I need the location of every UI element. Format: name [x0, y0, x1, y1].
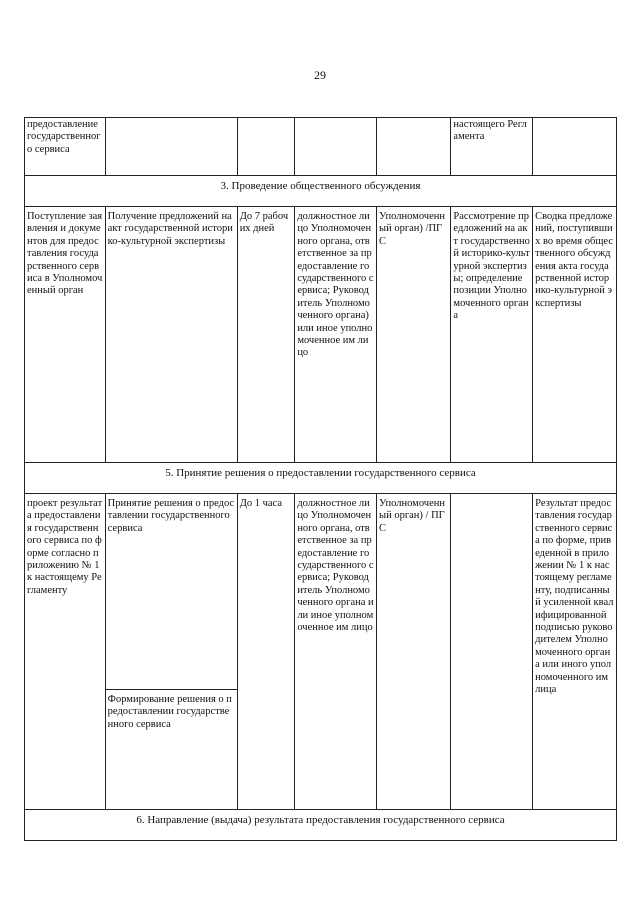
table-cell: Поступление заявления и документов для предоставления государственного сервиса в Уполномоченный орган [25, 207, 106, 463]
table-cell: предоставление государственного сервиса [25, 118, 106, 176]
table-cell: Формирование решения о предоставлении государственного сервиса [105, 690, 237, 810]
table-cell [533, 118, 617, 176]
table-cell [295, 118, 377, 176]
process-table [24, 117, 617, 841]
table-cell: должностное лицо Уполномоченного органа, ответственное за предоставление государственного сервиса; Руководитель Уполномоченного органа) или иное уполномоченное им лицо [295, 207, 377, 463]
table-row [25, 118, 617, 176]
table-cell: До 1 часа [237, 494, 295, 810]
section-header-row [25, 176, 617, 207]
table-cell [451, 494, 533, 810]
table-cell: Принятие решения о предоставлении государственного сервиса [105, 494, 237, 690]
table-row [25, 207, 617, 463]
table-cell: настоящего Регламента [451, 118, 533, 176]
section-header-row [25, 810, 617, 841]
section-5-title: 5. Принятие решения о предоставлении государственного сервиса [25, 463, 617, 494]
table-cell: Сводка предложений, поступивших во время общественного обсуждения акта государственной историко-культурной экспертизы [533, 207, 617, 463]
table-row [25, 494, 617, 690]
section-6-title: 6. Направление (выдача) результата предоставления государственного сервиса [25, 810, 617, 841]
table-cell: Рассмотрение предложений на акт государственной историко-культурной экспертизы; определение позиции Уполномоченного органа [451, 207, 533, 463]
table-cell: проект результата предоставления государственного сервиса по форме согласно приложению № 1 к настоящему Регламенту [25, 494, 106, 810]
page-number: 29 [314, 68, 326, 82]
table-cell: должностное лицо Уполномоченного органа, ответственное за предоставление государственного сервиса; Руководитель Уполномоченного органа или иное уполномоченное им лицо [295, 494, 377, 810]
table-cell: Результат предоставления государственного сервиса по форме, приведенной в приложении № 1 к настоящему регламенту, подписанный усиленной квалифицированной подписью руководителем Уполномоченного органа или иного уполномоченного им лица [533, 494, 617, 810]
table-cell [377, 118, 451, 176]
section-3-title: 3. Проведение общественного обсуждения [25, 176, 617, 207]
table-cell: Уполномоченный орган) / ПГС [377, 494, 451, 810]
table-cell: Уполномоченный орган) /ПГС [377, 207, 451, 463]
table-cell [105, 118, 237, 176]
table-cell [237, 118, 295, 176]
table-cell: Получение предложений на акт государственной историко-культурной экспертизы [105, 207, 237, 463]
section-header-row [25, 463, 617, 494]
table-cell: До 7 рабочих дней [237, 207, 295, 463]
